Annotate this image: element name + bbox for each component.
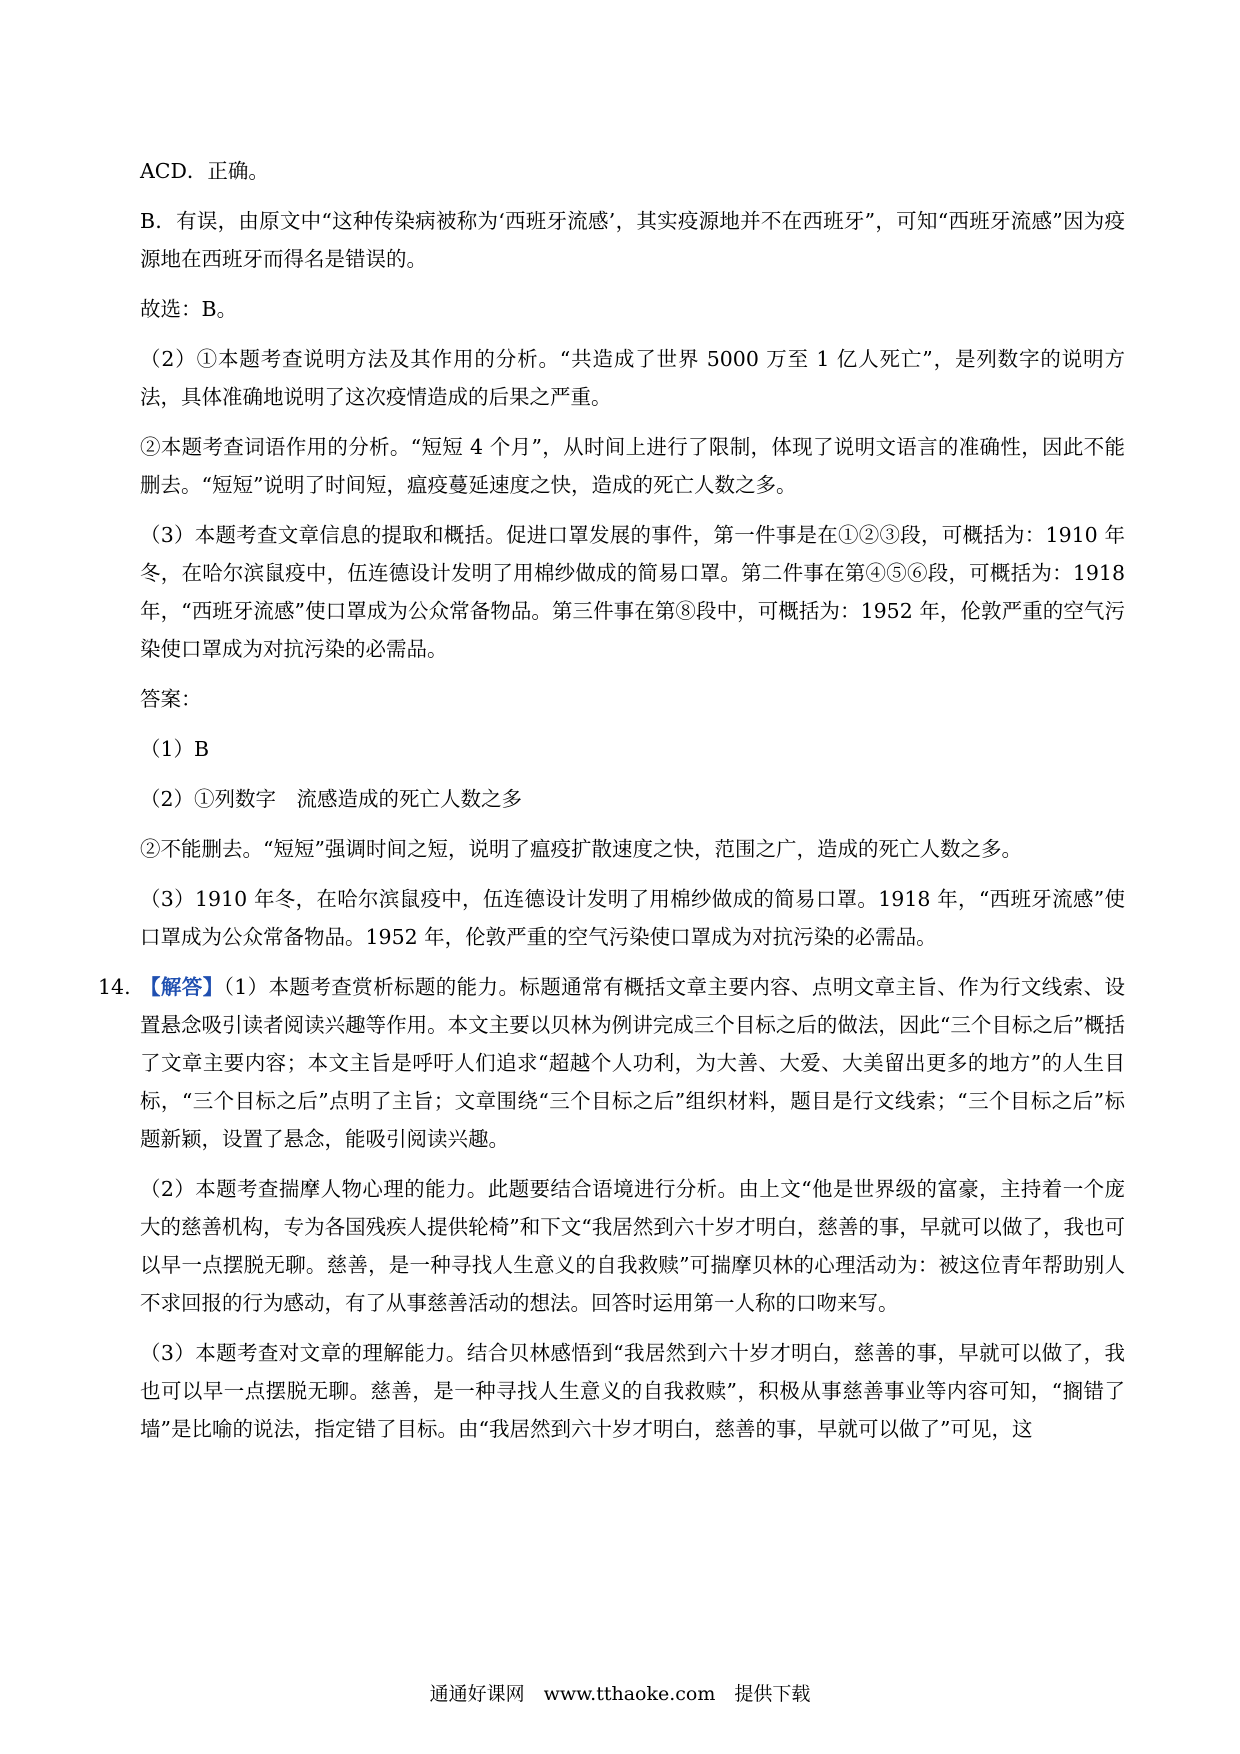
question-14-paragraph — [140, 968, 1125, 1158]
paragraph: （2）①本题考查说明方法及其作用的分析。“共造成了世界 5000 万至 1 亿人死亡”，是列数字的说明方法，具体准确地说明了这次疫情造成的后果之严重。 — [140, 347, 1125, 409]
question-14-text: （1）本题考查赏析标题的能力。标题通常有概括文章主要内容、点明文章主旨、作为行文线索、设置悬念吸引读者阅读兴趣等作用。本文主要以贝林为例讲完成三个目标之后的做法，因此“三个目标之后”概括了文章主要内容；本文主旨是呼吁人们追求“超越个人功利，为大善、大爱、大美留出更多的地方”的人生目标，“三个目标之后”点明了主旨；文章围绕“三个目标之后”组织材料，题目是行文线索；“三个目标之后”标题新颖，设置了悬念，能吸引阅读兴趣。 — [140, 975, 1125, 1151]
page-footer: 通通好课网 www.tthaoke.com 提供下载 — [429, 1683, 811, 1705]
answer-item: （1）B — [140, 737, 210, 761]
paragraph: B．有误，由原文中“这种传染病被称为‘西班牙流感’，其实疫源地并不在西班牙”，可知“西班牙流感”因为疫源地在西班牙而得名是错误的。 — [140, 209, 1125, 271]
answer-item: （2）①列数字 流感造成的死亡人数之多 — [140, 787, 523, 811]
answer-item: ②不能删去。“短短”强调时间之短，说明了瘟疫扩散速度之快，范围之广，造成的死亡人数之多。 — [140, 837, 1022, 861]
paragraph: （2）本题考查揣摩人物心理的能力。此题要结合语境进行分析。由上文“他是世界级的富豪，主持着一个庞大的慈善机构，专为各国残疾人提供轮椅”和下文“我居然到六十岁才明白，慈善的事，早就可以做了，我也可以早一点摆脱无聊。慈善，是一种寻找人生意义的自我救赎”可揣摩贝林的心理活动为：被这位青年帮助别人不求回报的行为感动，有了从事慈善活动的想法。回答时运用第一人称的口吻来写。 — [140, 1177, 1125, 1315]
paragraph: ACD．正确。 — [140, 159, 269, 183]
answer-heading: 答案： — [140, 687, 202, 711]
paragraph: 故选：B。 — [140, 297, 238, 321]
answer-tag: 【解答】 — [140, 975, 224, 999]
paragraph: ②本题考查词语作用的分析。“短短 4 个月”，从时间上进行了限制，体现了说明文语言的准确性，因此不能删去。“短短”说明了时间短，瘟疫蔓延速度之快，造成的死亡人数之多。 — [140, 435, 1125, 497]
paragraph: （3）本题考查文章信息的提取和概括。促进口罩发展的事件，第一件事是在①②③段，可概括为：1910 年冬，在哈尔滨鼠疫中，伍连德设计发明了用棉纱做成的简易口罩。第二件事在第④⑤⑥段，可概括为：1918 年，“西班牙流感”使口罩成为公众常备物品。第三件事在第⑧段中，可概括为：1952 年，伦敦严重的空气污染使口罩成为对抗污染的必需品。 — [140, 523, 1125, 661]
question-number: 14. — [98, 975, 131, 999]
question-14 — [98, 968, 1125, 1158]
answer-item: （3）1910 年冬，在哈尔滨鼠疫中，伍连德设计发明了用棉纱做成的简易口罩。1918 年，“西班牙流感”使口罩成为公众常备物品。1952 年，伦敦严重的空气污染使口罩成为对抗污染的必需品。 — [140, 887, 1125, 949]
document-body — [98, 152, 1125, 1460]
paragraph: （3）本题考查对文章的理解能力。结合贝林感悟到“我居然到六十岁才明白，慈善的事，早就可以做了，我也可以早一点摆脱无聊。慈善，是一种寻找人生意义的自我救赎”，积极从事慈善事业等内容可知，“搁错了墙”是比喻的说法，指定错了目标。由“我居然到六十岁才明白，慈善的事，早就可以做了”可见，这 — [140, 1341, 1125, 1441]
